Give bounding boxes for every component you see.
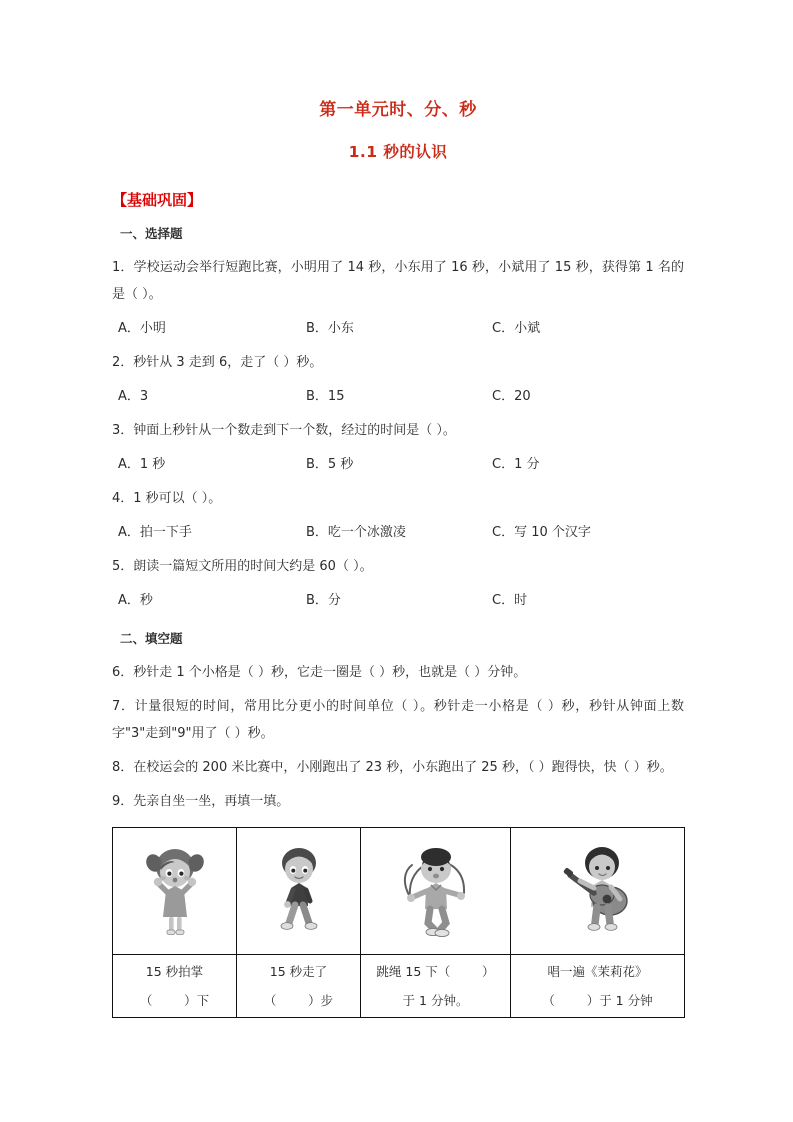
question-5-option-c[interactable]: C．时 xyxy=(492,592,528,608)
question-4-text: 4．1 秒可以（ ）。 xyxy=(112,490,222,506)
activity-caption-3-line2: 于 1 分钟。 xyxy=(402,992,469,1008)
table-row-pictures xyxy=(113,827,685,954)
activity-picture-cell-1 xyxy=(113,827,237,954)
question-1-option-c[interactable]: C．小斌 xyxy=(492,320,541,336)
question-4-option-a[interactable]: A．拍一下手 xyxy=(118,524,192,540)
question-1-option-b[interactable]: B．小东 xyxy=(306,320,354,336)
question-8-text: 8．在校运会的 200 米比赛中，小刚跑出了 23 秒，小东跑出了 25 秒，（ ）跑得快，快（ ）秒。 xyxy=(112,759,673,775)
question-3-option-a[interactable]: A．1 秒 xyxy=(118,456,166,472)
activity-picture-cell-4 xyxy=(511,827,685,954)
activity-caption-cell-4 xyxy=(511,954,685,1017)
question-3-option-c[interactable]: C．1 分 xyxy=(492,456,540,472)
activity-table xyxy=(112,827,685,1018)
question-5-options xyxy=(112,580,684,614)
question-2-text: 2．秒针从 3 走到 6，走了（ ）秒。 xyxy=(112,354,323,370)
activity-caption-4-line1: 唱一遍《茉莉花》 xyxy=(547,963,648,979)
activity-caption-2-line1: 15 秒走了 xyxy=(269,963,328,979)
question-3-text: 3．钟面上秒针从一个数走到下一个数，经过的时间是（ ）。 xyxy=(112,422,456,438)
question-2-option-a[interactable]: A．3 xyxy=(118,388,149,404)
question-2-options xyxy=(112,376,684,410)
boy-jumping-rope-icon xyxy=(361,828,510,954)
activity-caption-4-line2[interactable]: （ ）于 1 分钟 xyxy=(542,992,653,1008)
section-heading-choice: 一、选择题 xyxy=(120,225,183,241)
activity-caption-1-line2[interactable]: （ ）下 xyxy=(139,992,210,1008)
question-3-option-b[interactable]: B．5 秒 xyxy=(306,456,354,472)
question-3-options xyxy=(112,444,684,478)
document-content xyxy=(112,0,684,1018)
question-1-option-a[interactable]: A．小明 xyxy=(118,320,166,336)
page-title: 第一单元时、分、秒 xyxy=(319,100,477,120)
activity-caption-cell-1 xyxy=(113,954,237,1017)
section-heading-fill: 二、填空题 xyxy=(120,630,183,646)
boy-walking-icon xyxy=(237,828,360,954)
question-7-text: 7．计量很短的时间，常用比分更小的时间单位（ ）。秒针走一小格是（ ）秒，秒针从钟面上数字"3"走到"9"用了（ ）秒。 xyxy=(112,698,684,741)
girl-clapping-icon xyxy=(113,828,236,954)
page-subtitle: 1.1 秒的认识 xyxy=(348,143,448,162)
question-5-text: 5．朗读一篇短文所用的时间大约是 60（ ）。 xyxy=(112,558,373,574)
question-6-text: 6．秒针走 1 个小格是（ ）秒，它走一圈是（ ）秒，也就是（ ）分钟。 xyxy=(112,664,527,680)
question-1-text: 1．学校运动会举行短跑比赛，小明用了 14 秒，小东用了 16 秒，小斌用了 15 秒，获得第 1 名的是（ ）。 xyxy=(112,259,684,302)
question-4-options xyxy=(112,512,684,546)
table-row-captions xyxy=(113,954,685,1017)
activity-caption-cell-2 xyxy=(237,954,361,1017)
question-4-option-c[interactable]: C．写 10 个汉字 xyxy=(492,524,591,540)
question-2-option-c[interactable]: C．20 xyxy=(492,388,531,404)
block-title: 【基础巩固】 xyxy=(112,190,203,209)
activity-caption-3-line1[interactable]: 跳绳 15 下（ ） xyxy=(376,963,495,979)
question-5-option-b[interactable]: B．分 xyxy=(306,592,341,608)
question-2-option-b[interactable]: B．15 xyxy=(306,388,345,404)
question-9-text: 9．先亲自坐一坐，再填一填。 xyxy=(112,793,290,809)
activity-picture-cell-2 xyxy=(237,827,361,954)
activity-picture-cell-3 xyxy=(361,827,511,954)
child-playing-guitar-icon xyxy=(511,828,684,954)
question-1-options xyxy=(112,308,684,342)
activity-caption-1-line1: 15 秒拍掌 xyxy=(145,963,204,979)
activity-caption-2-line2[interactable]: （ ）步 xyxy=(263,992,334,1008)
question-5-option-a[interactable]: A．秒 xyxy=(118,592,153,608)
question-4-option-b[interactable]: B．吃一个冰激凌 xyxy=(306,524,406,540)
activity-caption-cell-3 xyxy=(361,954,511,1017)
